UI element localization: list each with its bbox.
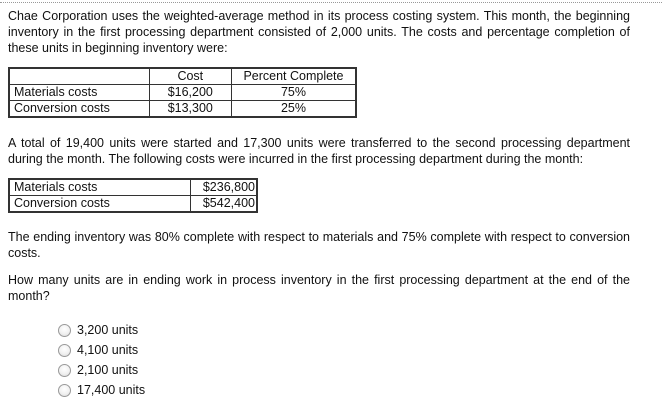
table-cell: Conversion costs (9, 196, 191, 213)
ending-inventory-note: The ending inventory was 80% complete with respect to materials and 75% complete with respect to conversion costs. (8, 230, 630, 260)
radio-button[interactable] (58, 324, 71, 337)
radio-button[interactable] (58, 364, 71, 377)
table-row (9, 179, 257, 196)
table-cell: Materials costs (9, 179, 191, 196)
costs-incurred-table (8, 178, 258, 213)
answer-option[interactable] (58, 320, 145, 340)
table-row (9, 101, 356, 118)
table-row (9, 85, 356, 101)
table-header-row (9, 68, 356, 85)
answer-options (58, 320, 145, 400)
table-row (9, 196, 257, 213)
answer-option[interactable] (58, 380, 145, 400)
table-header-cell (9, 68, 149, 85)
top-dotted-divider (0, 2, 662, 3)
question-prompt: How many units are in ending work in process inventory in the first processing department at the end of the month? (8, 273, 630, 303)
table-cell: $16,200 (149, 85, 231, 101)
table-cell: 75% (231, 85, 356, 101)
answer-option[interactable] (58, 340, 145, 360)
table-cell: 25% (231, 101, 356, 118)
table-cell: $542,400 (191, 196, 258, 213)
option-label[interactable]: 2,100 units (77, 363, 139, 377)
radio-button[interactable] (58, 344, 71, 357)
option-label[interactable]: 3,200 units (77, 323, 139, 337)
answer-option[interactable] (58, 360, 145, 380)
beginning-inventory-table (8, 67, 357, 118)
option-label[interactable]: 4,100 units (77, 343, 139, 357)
radio-button[interactable] (58, 384, 71, 397)
option-label[interactable]: 17,400 units (77, 383, 146, 397)
table-header-cell: Cost (149, 68, 231, 85)
table-cell: $236,800 (191, 179, 258, 196)
question-intro: Chae Corporation uses the weighted-average method in its process costing system. This month, the beginning inventory in the first processing department consisted of 2,000 units. The costs and percentage completion of these units in beginning inventory were: (8, 9, 630, 55)
table-header-cell: Percent Complete (231, 68, 356, 85)
table-cell: $13,300 (149, 101, 231, 118)
question-middle: A total of 19,400 units were started and 17,300 units were transferred to the second processing department during the month. The following costs were incurred in the first processing department during the month: (8, 136, 630, 166)
table-cell: Materials costs (9, 85, 149, 101)
table-cell: Conversion costs (9, 101, 149, 118)
